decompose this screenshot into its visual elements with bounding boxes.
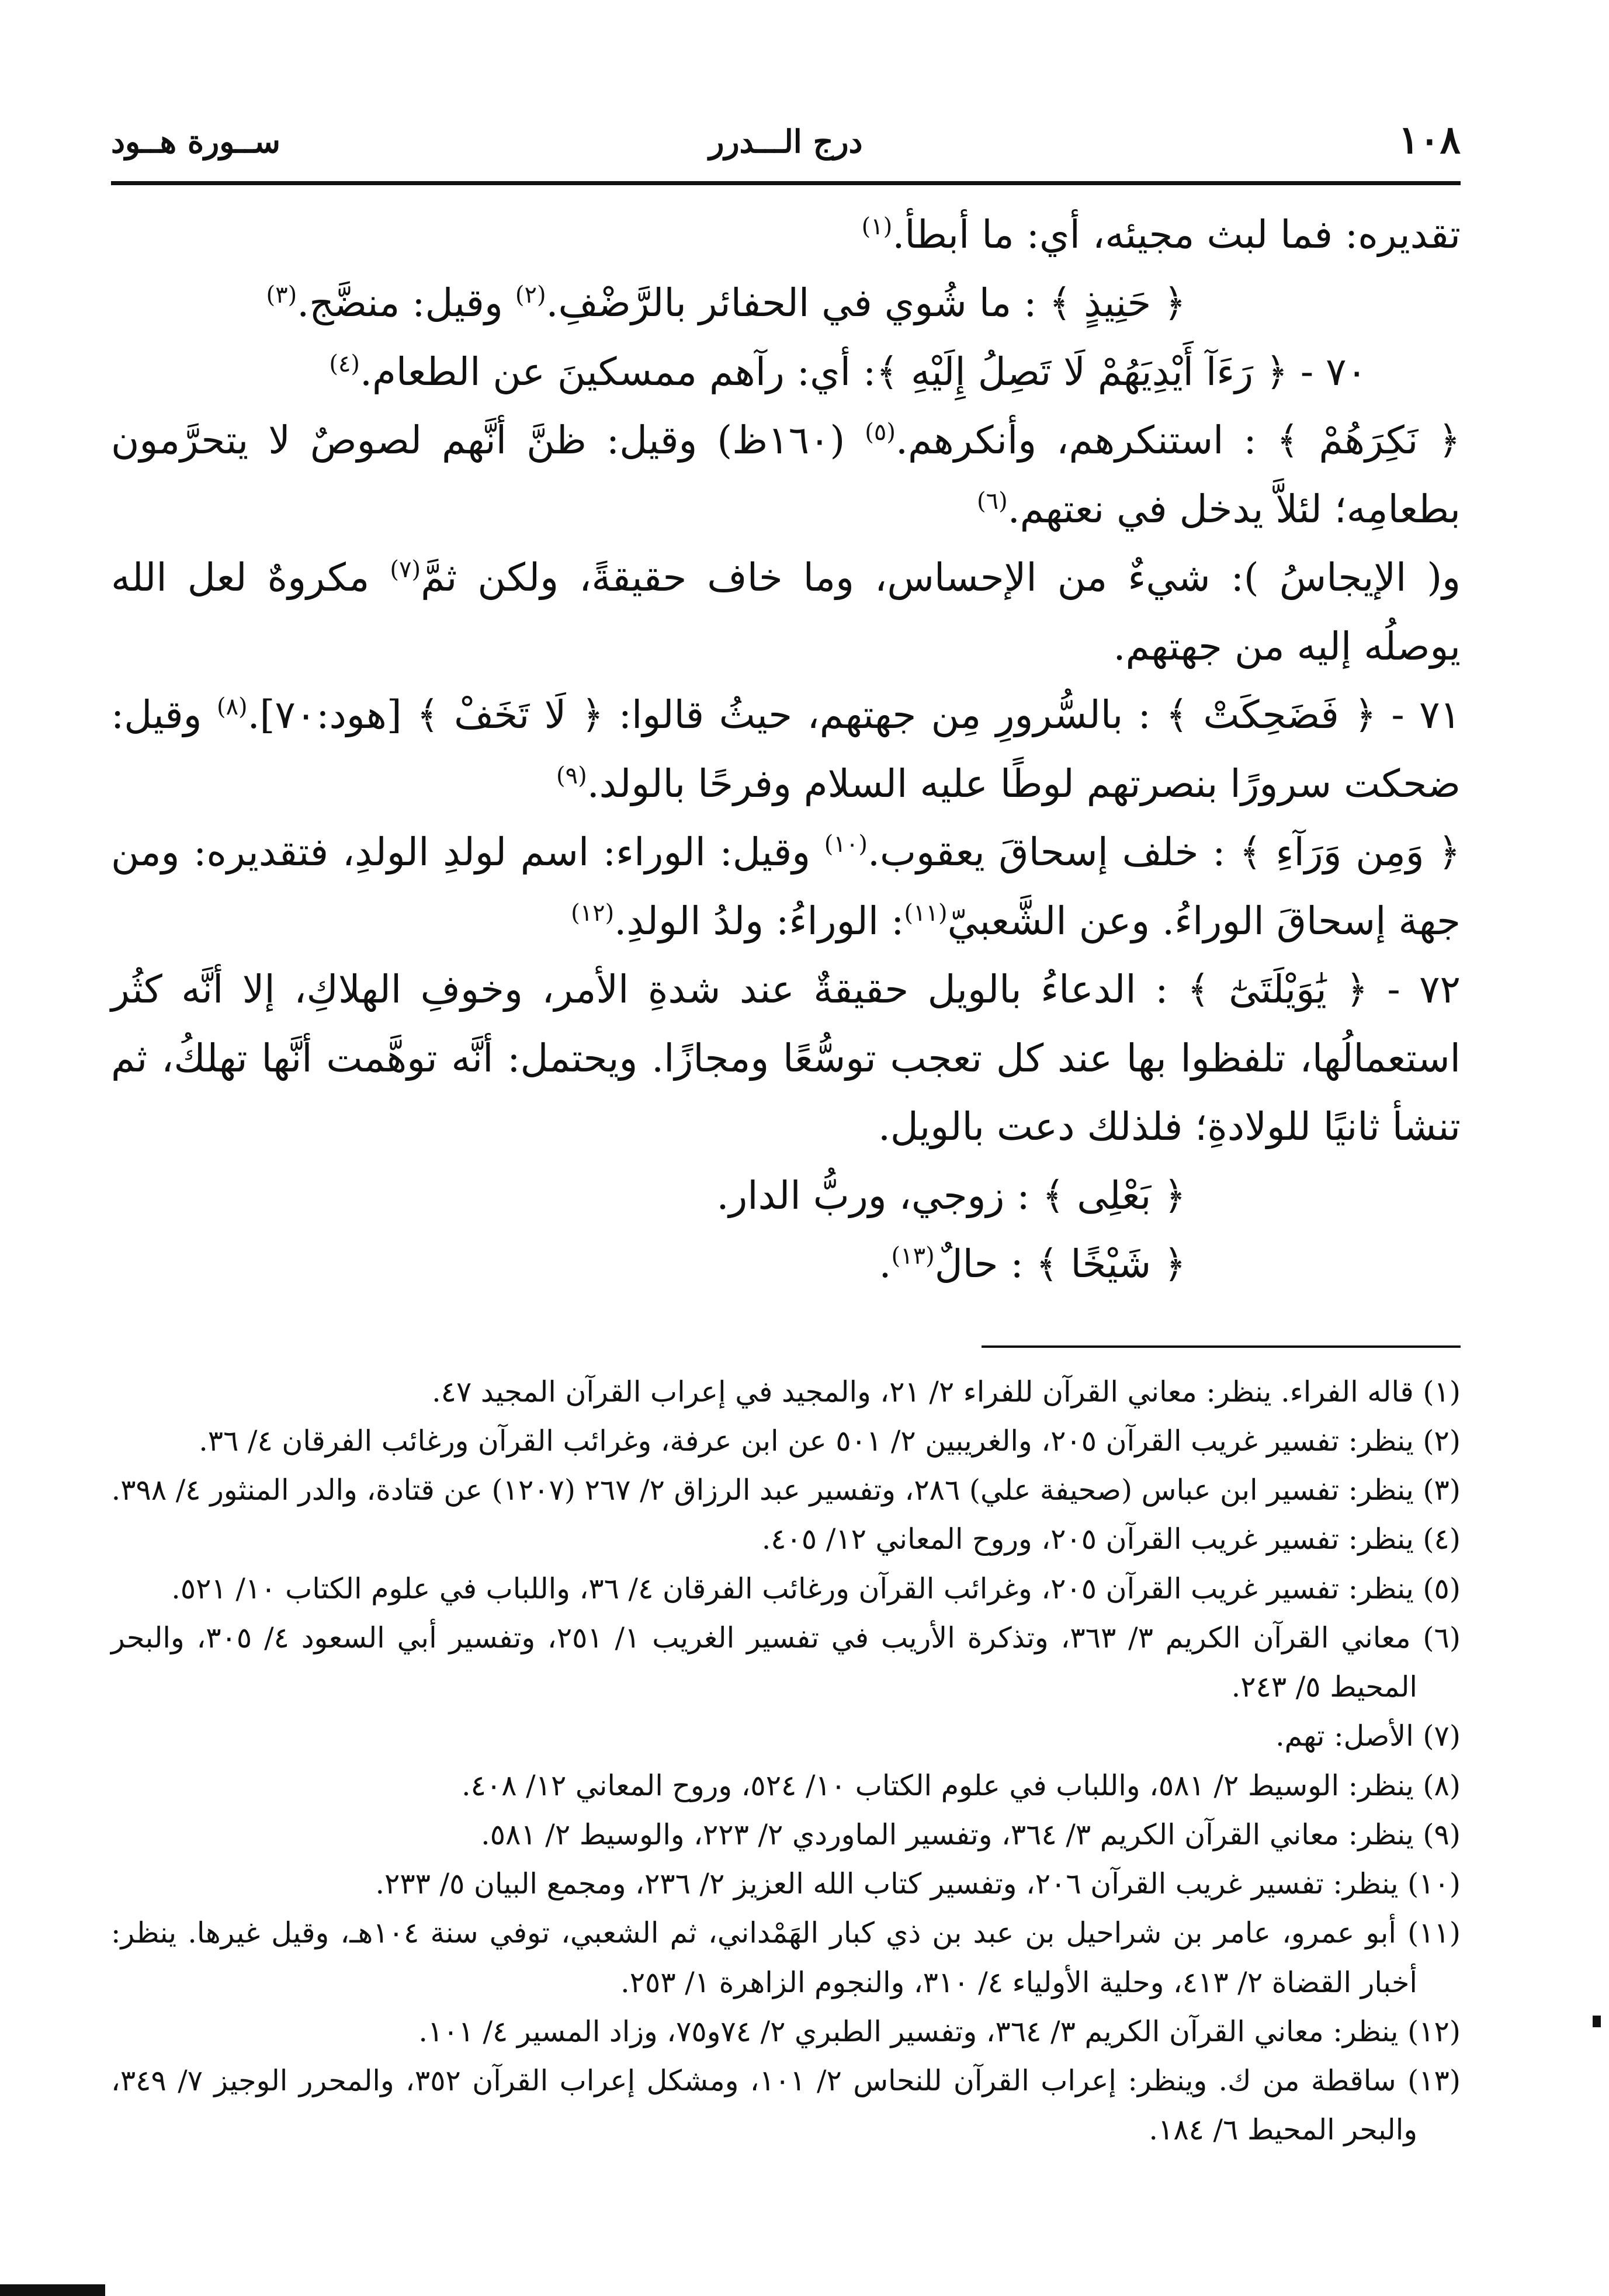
paragraph-10 — [111, 1230, 1461, 1298]
paragraph-7 — [111, 818, 1461, 955]
paragraph-1 — [111, 200, 1461, 269]
paragraph-5 — [111, 543, 1461, 681]
page-number: ١٠٨ — [1398, 117, 1461, 162]
paragraph-text: : الوراءُ: ولدُ الولدِ. — [614, 898, 904, 944]
paragraph-text: وقيل: الوراء: اسم لولدِ الولدِ، فتقديره: ومن جهة إسحاقَ الوراءُ. وعن الشَّعبيّ — [111, 830, 1461, 944]
paragraph-text: ﴿ شَيْخًا ﴾ : حالٌ — [934, 1241, 1186, 1287]
footnote-ref: (١١) — [904, 899, 948, 927]
footnote-2: (٢) ينظر: تفسير غريب القرآن ٢٠٥، والغريبين ٢/ ٥٠١ عن ابن عرفة، وغرائب القرآن ورغائب الفرقان ٤/ ٣٦. — [199, 1424, 1461, 1458]
book-title: درج الـــدرر — [709, 123, 863, 160]
paragraph-text: وقيل: ضحكت سرورًا بنصرتهم لوطًا عليه السلام وفرحًا بالولد. — [111, 692, 1461, 806]
paragraph-6 — [111, 681, 1461, 818]
footnote-ref: (٦) — [976, 487, 1008, 515]
paragraph-9 — [111, 1161, 1461, 1230]
paragraph-text: ﴿ نَكِرَهُمْ ﴾ : استنكرهم، وأنكرهم. — [896, 418, 1461, 463]
paragraph-text: . — [879, 1241, 892, 1287]
paragraph-text: (١٦٠ظ) وقيل: ظنَّ أنَّهم لصوصٌ لا يتحرَّمون بطعامِه؛ لئلاَّ يدخل في نعتهم. — [111, 418, 1461, 532]
paragraph-text: وقيل: منضَّج. — [297, 280, 515, 326]
paragraph-3 — [111, 338, 1461, 406]
paragraph-text: ﴿ حَنِيذٍ ﴾ : ما شُوي في الحفائر بالرَّضْفِ. — [546, 280, 1186, 326]
footnote-ref: (٤) — [329, 350, 360, 377]
paragraph-8 — [111, 955, 1461, 1161]
footnote-7: (٧) الأصل: تهم. — [1275, 1719, 1461, 1753]
footnote-5: (٥) ينظر: تفسير غريب القرآن ٢٠٥، وغرائب القرآن ورغائب الفرقان ٤/ ٣٦، واللباب في علوم الكتاب ١٠/ ٥٢١. — [171, 1572, 1461, 1605]
footnote-11: (١١) أبو عمرو، عامر بن شراحيل بن عبد بن ذي كبار الهَمْداني، ثم الشعبي، توفي سنة ١٠٤هـ، وقيل غيرها. ينظر: أخبار القضاة ٢/ ٤١٣، وحلية الأولياء ٤/ ٣١٠، والنجوم الزاهرة ١/ ٢٥٣. — [111, 1916, 1461, 1999]
footnote-4: (٤) ينظر: تفسير غريب القرآن ٢٠٥، وروح المعاني ١٢/ ٤٠٥. — [761, 1522, 1461, 1556]
footnote-ref: (١) — [861, 213, 893, 240]
footnote-ref: (٩) — [556, 762, 587, 789]
footnote-12: (١٢) ينظر: معاني القرآن الكريم ٣/ ٣٦٤، وتفسير الطبري ٢/ ٧٤و٧٥، وزاد المسير ٤/ ١٠١. — [418, 2014, 1461, 2048]
footnote-8: (٨) ينظر: الوسيط ٢/ ٥٨١، واللباب في علوم الكتاب ١٠/ ٥٢٤، وروح المعاني ١٢/ ٤٠٨. — [462, 1768, 1461, 1802]
footnote-1: (١) قاله الفراء. ينظر: معاني القرآن للفراء ٢/ ٢١، والمجيد في إعراب القرآن المجيد ٤٧. — [432, 1375, 1461, 1409]
surah-name: ســورة هــود — [111, 123, 281, 160]
scan-edge-mark — [0, 2284, 105, 2296]
main-text — [111, 200, 1461, 1299]
footnote-ref: (١٢) — [571, 899, 615, 927]
footnote-ref: (٣) — [266, 282, 297, 309]
paragraph-text: تقديره: فما لبث مجيئه، أي: ما أبطأ. — [892, 212, 1461, 257]
footnote-3: (٣) ينظر: تفسير ابن عباس (صحيفة علي) ٢٨٦، وتفسير عبد الرزاق ٢/ ٢٦٧ (١٢٠٧) عن قتادة، والدر المنثور ٤/ ٣٩٨. — [111, 1473, 1461, 1507]
footnote-ref: (٧) — [390, 556, 421, 584]
paragraph-text: ٧٢ - ﴿ يَٰوَيْلَتَىٰٓ ﴾ : الدعاءُ بالويل حقيقةٌ عند شدةِ الأمر، وخوفِ الهلاكِ، إلا أنَّه كثُر استعمالُها، تلفظوا بها عند كل تعجب توسُّعًا ومجازًا. ويحتمل: أنَّه توهَّمت أنَّها تهلكُ، ثم تنشأ ثانيًا للولادةِ؛ فلذلك دعت بالويل. — [111, 967, 1461, 1150]
paragraph-text: ﴿ وَمِن وَرَآءِ ﴾ : خلف إسحاقَ يعقوب. — [867, 830, 1461, 875]
book-page — [111, 117, 1461, 2155]
paragraph-text: ﴿ بَعْلِى ﴾ : زوجي، وربُّ الدار. — [716, 1173, 1186, 1218]
paragraph-2 — [111, 269, 1461, 337]
scan-mark — [1593, 2016, 1601, 2027]
footnote-9: (٩) ينظر: معاني القرآن الكريم ٣/ ٣٦٤، وتفسير الماوردي ٢/ ٢٢٣، والوسيط ٢/ ٥٨١. — [481, 1818, 1461, 1851]
paragraph-4 — [111, 406, 1461, 543]
paragraph-text: مكروهٌ لعل الله يوصلُه إليه من جهتهم. — [111, 555, 1461, 669]
footnote-ref: (٥) — [865, 419, 896, 446]
footnote-ref: (٢) — [515, 282, 546, 309]
footnote-divider — [982, 1345, 1461, 1348]
paragraph-text: ٧٠ - ﴿ رَءَآ أَيْدِيَهُمْ لَا تَصِلُ إِلَيْهِ ﴾: أي: رآهم ممسكينَ عن الطعام. — [360, 349, 1367, 394]
paragraph-text: ٧١ - ﴿ فَضَحِكَتْ ﴾ : بالسُّرورِ مِن جهتهم، حيثُ قالوا: ﴿ لَا تَخَفْ ﴾ [هود:٧٠]. — [247, 692, 1461, 738]
paragraph-text: و( الإيجاسُ ): شيءٌ من الإحساس، وما خاف حقيقةً، ولكن ثمَّ — [421, 555, 1461, 601]
page-header — [111, 117, 1461, 185]
footnote-ref: (٨) — [216, 693, 248, 721]
footnote-6: (٦) معاني القرآن الكريم ٣/ ٣٦٣، وتذكرة الأريب في تفسير الغريب ١/ ٢٥١، وتفسير أبي السعود ٤/ ٣٠٥، والبحر المحيط ٥/ ٢٤٣. — [111, 1621, 1461, 1704]
footnotes — [111, 1368, 1461, 2155]
footnote-10: (١٠) ينظر: تفسير غريب القرآن ٢٠٦، وتفسير كتاب الله العزيز ٢/ ٢٣٦، ومجمع البيان ٥/ ٢٣٣. — [375, 1867, 1461, 1901]
footnote-ref: (١٠) — [824, 831, 868, 858]
footnote-13: (١٣) ساقطة من ك. وينظر: إعراب القرآن للنحاس ٢/ ١٠١، ومشكل إعراب القرآن ٣٥٢، والمحرر الوجيز ٧/ ٣٤٩، والبحر المحيط ٦/ ١٨٤. — [111, 2064, 1461, 2147]
footnote-ref: (١٣) — [891, 1243, 935, 1270]
